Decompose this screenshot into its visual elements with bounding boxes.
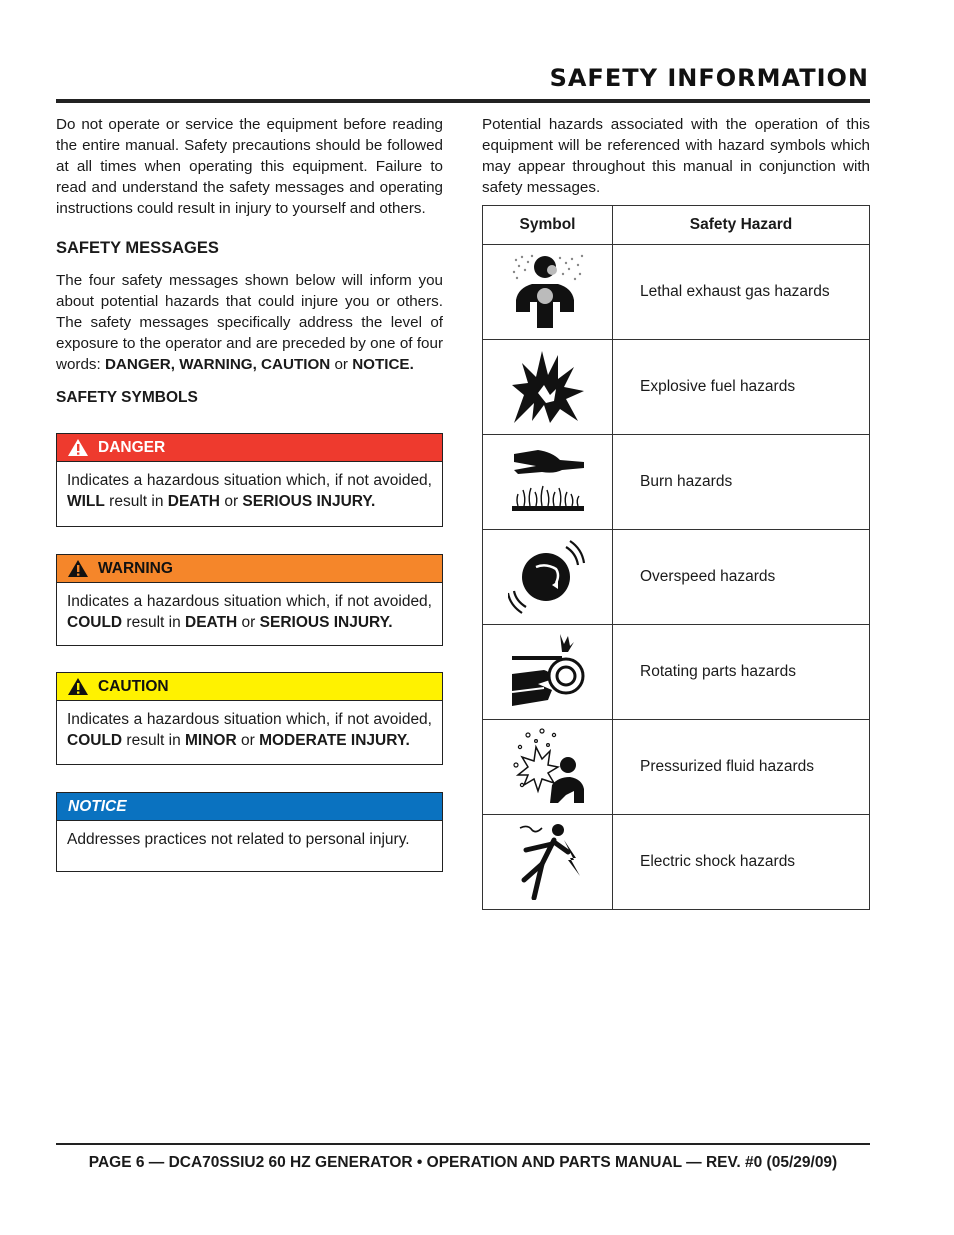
page-footer: PAGE 6 — DCA70SSIU2 60 HZ GENERATOR • OPERATION AND PARTS MANUAL — REV. #0 (05/29/09) [88, 1154, 838, 1171]
warning-keyword: COULD [67, 614, 123, 631]
warning-triangle-icon [67, 677, 89, 696]
warning-text-or: or [237, 614, 260, 631]
notice-header [57, 793, 442, 821]
hazard-intro-paragraph: Potential hazards associated with the operation of this equipment will be referenced with hazard symbols which may appear throughout this manual in conjunction with safety messages. [482, 116, 870, 196]
symbol-column-header: Symbol [483, 206, 613, 245]
or-text: or [330, 356, 353, 373]
exhaust-gas-icon [508, 317, 588, 334]
hazard-label: Burn hazards [613, 435, 870, 530]
table-row [483, 625, 870, 720]
caution-keyword: COULD [67, 732, 123, 749]
hazard-label: Pressurized fluid hazards [613, 720, 870, 815]
intro-paragraph: Do not operate or service the equipment before reading the entire manual. Safety precautions should be followed at all times when operating this equipment. Failure to read and understand the safety messages and operating instructions could result in injury to yourself and others. [56, 116, 443, 217]
footer-rule [56, 1143, 870, 1145]
caution-text-or: or [236, 732, 260, 749]
hazard-column-header: Safety Hazard [613, 206, 870, 245]
danger-text-or: or [220, 493, 243, 510]
danger-header [57, 434, 442, 462]
safety-messages-heading: SAFETY MESSAGES [56, 239, 219, 257]
danger-label: DANGER [98, 438, 166, 456]
signal-words-list: DANGER, WARNING, CAUTION [104, 356, 331, 373]
warning-message [57, 583, 442, 633]
danger-keyword: WILL [67, 493, 105, 510]
danger-message [57, 462, 442, 512]
caution-label: CAUTION [98, 677, 169, 695]
notice-message: Addresses practices not related to personal injury. [67, 831, 410, 848]
page-title: SAFETY INFORMATION [549, 64, 869, 92]
caution-header [57, 673, 442, 701]
notice-box [56, 792, 443, 872]
table-row [483, 340, 870, 435]
hazard-label: Overspeed hazards [613, 530, 870, 625]
burn-hand-icon [508, 507, 588, 524]
caution-text: Indicates a hazardous situation which, if not avoided, [67, 711, 432, 728]
overspeed-icon [508, 602, 588, 619]
left-column [56, 114, 443, 407]
caution-message [57, 701, 442, 751]
pressurized-fluid-icon [508, 792, 588, 809]
right-column [482, 114, 870, 198]
hazard-symbol-table [482, 205, 870, 910]
warning-text: Indicates a hazardous situation which, if not avoided, [67, 593, 432, 610]
table-row [483, 245, 870, 340]
table-header-row [483, 206, 870, 245]
rotating-parts-icon [508, 697, 588, 714]
table-row [483, 530, 870, 625]
header-rule [56, 99, 870, 103]
table-row [483, 815, 870, 910]
notice-word: NOTICE. [352, 356, 414, 373]
hazard-label: Electric shock hazards [613, 815, 870, 910]
table-row [483, 720, 870, 815]
caution-text-mid: result in [122, 732, 185, 749]
hazard-label: Explosive fuel hazards [613, 340, 870, 435]
hazard-label: Rotating parts hazards [613, 625, 870, 720]
danger-text: Indicates a hazardous situation which, if not avoided, [67, 472, 432, 489]
danger-keyword-death: DEATH [167, 493, 221, 510]
warning-header [57, 555, 442, 583]
warning-keyword-death: DEATH [185, 614, 238, 631]
caution-keyword-injury: MODERATE INJURY. [259, 732, 410, 749]
electric-shock-icon [508, 887, 588, 904]
explosion-icon [508, 412, 588, 429]
danger-text-mid: result in [104, 493, 168, 510]
warning-label: WARNING [98, 559, 173, 577]
warning-box [56, 554, 443, 646]
warning-text-mid: result in [122, 614, 185, 631]
notice-label: NOTICE [68, 797, 127, 815]
danger-box [56, 433, 443, 527]
warning-triangle-icon [67, 438, 89, 457]
safety-messages-text: The four safety messages shown below will inform you about potential hazards that could injure you or others. The safety messages specifically address the level of exposure to the operator and are preceded by one of four words: [56, 272, 443, 373]
caution-keyword-minor: MINOR [185, 732, 237, 749]
hazard-label: Lethal exhaust gas hazards [613, 245, 870, 340]
caution-box [56, 672, 443, 765]
warning-triangle-icon [67, 559, 89, 578]
safety-symbols-heading: SAFETY SYMBOLS [56, 389, 198, 406]
warning-keyword-injury: SERIOUS INJURY. [259, 614, 393, 631]
safety-messages-paragraph [56, 270, 443, 375]
danger-keyword-injury: SERIOUS INJURY. [242, 493, 376, 510]
table-row [483, 435, 870, 530]
